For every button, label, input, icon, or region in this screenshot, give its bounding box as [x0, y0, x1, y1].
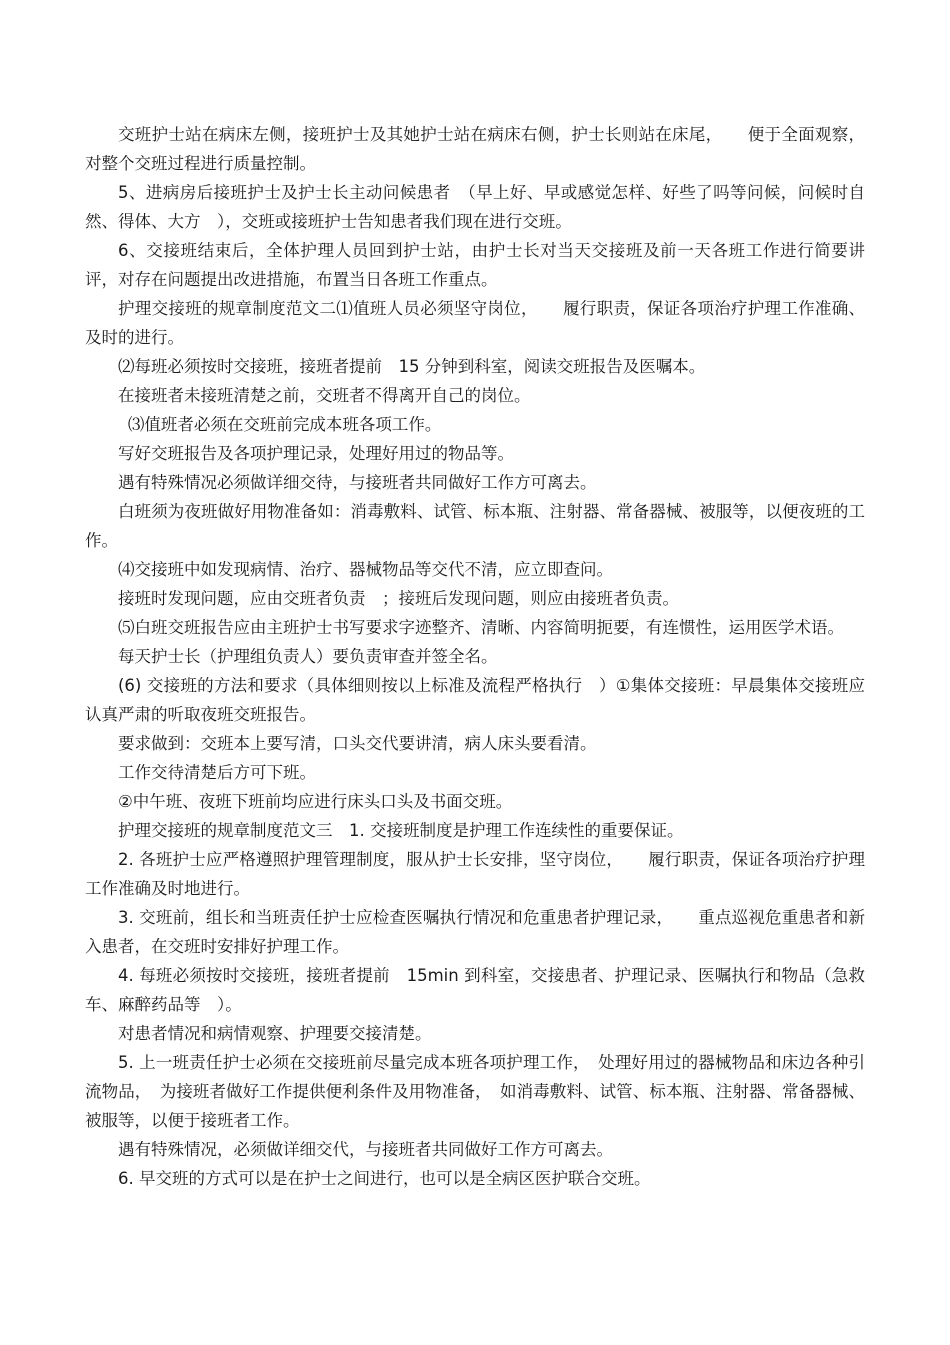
paragraph: 5、进病房后接班护士及护士长主动问候患者 （早上好、早或感觉怎样、好些了吗等问候，问候时自然、得体、大方 ），交班或接班护士告知患者我们现在进行交班。: [85, 183, 865, 231]
paragraph: 遇有特殊情况必须做详细交待，与接班者共同做好工作方可离去。: [118, 473, 597, 492]
paragraph: 5. 上一班责任护士必须在交接班前尽量完成本班各项护理工作， 处理好用过的器械物品和床边各种引流物品， 为接班者做好工作提供便利条件及用物准备， 如消毒敷料、试管、标本瓶、注射器、常备器械、被服等，以便于接班者工作。: [85, 1053, 865, 1130]
paragraph: 工作交待清楚后方可下班。: [118, 763, 316, 782]
paragraph: 接班时发现问题，应由交班者负责 ；接班后发现问题，则应由接班者负责。: [118, 589, 679, 608]
document-body: [85, 120, 865, 1193]
paragraph: 对患者情况和病情观察、护理要交接清楚。: [118, 1024, 432, 1043]
paragraph: 护理交接班的规章制度范文三 1. 交接班制度是护理工作连续性的重要保证。: [118, 821, 684, 840]
paragraph: 护理交接班的规章制度范文二⑴值班人员必须坚守岗位， 履行职责，保证各项治疗护理工作准确、及时的进行。: [85, 299, 865, 347]
paragraph: ⑸白班交班报告应由主班护士书写要求字迹整齐、清晰、内容简明扼要，有连惯性，运用医学术语。: [118, 618, 844, 637]
paragraph: 6、交接班结束后，全体护理人员回到护士站，由护士长对当天交接班及前一天各班工作进行简要讲评，对存在问题提出改进措施，布置当日各班工作重点。: [85, 241, 865, 289]
paragraph: ⑷交接班中如发现病情、治疗、器械物品等交代不清，应立即查问。: [118, 560, 613, 579]
paragraph: (6) 交接班的方法和要求（具体细则按以上标准及流程严格执行 ）①集体交接班：早晨集体交接班应认真严肃的听取夜班交班报告。: [85, 676, 865, 724]
paragraph: 2. 各班护士应严格遵照护理管理制度，服从护士长安排，坚守岗位， 履行职责，保证各项治疗护理工作准确及时地进行。: [85, 850, 865, 898]
paragraph: 3. 交班前，组长和当班责任护士应检查医嘱执行情况和危重患者护理记录， 重点巡视危重患者和新入患者，在交班时安排好护理工作。: [85, 908, 865, 956]
paragraph: 要求做到：交班本上要写清，口头交代要讲清，病人床头要看清。: [118, 734, 597, 753]
paragraph: ⑵每班必须按时交接班，接班者提前 15 分钟到科室，阅读交班报告及医嘱本。: [118, 357, 706, 376]
paragraph: 交班护士站在病床左侧，接班护士及其她护士站在病床右侧，护士长则站在床尾， 便于全面观察，对整个交班过程进行质量控制。: [85, 125, 865, 173]
paragraph: ②中午班、夜班下班前均应进行床头口头及书面交班。: [118, 792, 513, 811]
paragraph: 写好交班报告及各项护理记录，处理好用过的物品等。: [118, 444, 514, 463]
paragraph: 在接班者未接班清楚之前，交班者不得离开自己的岗位。: [118, 386, 531, 405]
paragraph: ⑶值班者必须在交班前完成本班各项工作。: [127, 415, 442, 434]
paragraph: 6. 早交班的方式可以是在护士之间进行，也可以是全病区医护联合交班。: [118, 1169, 651, 1188]
paragraph: 4. 每班必须按时交接班，接班者提前 15min 到科室，交接患者、护理记录、医嘱执行和物品（急救车、麻醉药品等 ）。: [85, 966, 865, 1014]
paragraph: 每天护士长（护理组负责人）要负责审查并签全名。: [118, 647, 498, 666]
paragraph: 遇有特殊情况，必须做详细交代，与接班者共同做好工作方可离去。: [118, 1140, 613, 1159]
paragraph: 白班须为夜班做好用物准备如：消毒敷料、试管、标本瓶、注射器、常备器械、被服等，以便夜班的工作。: [85, 502, 865, 550]
